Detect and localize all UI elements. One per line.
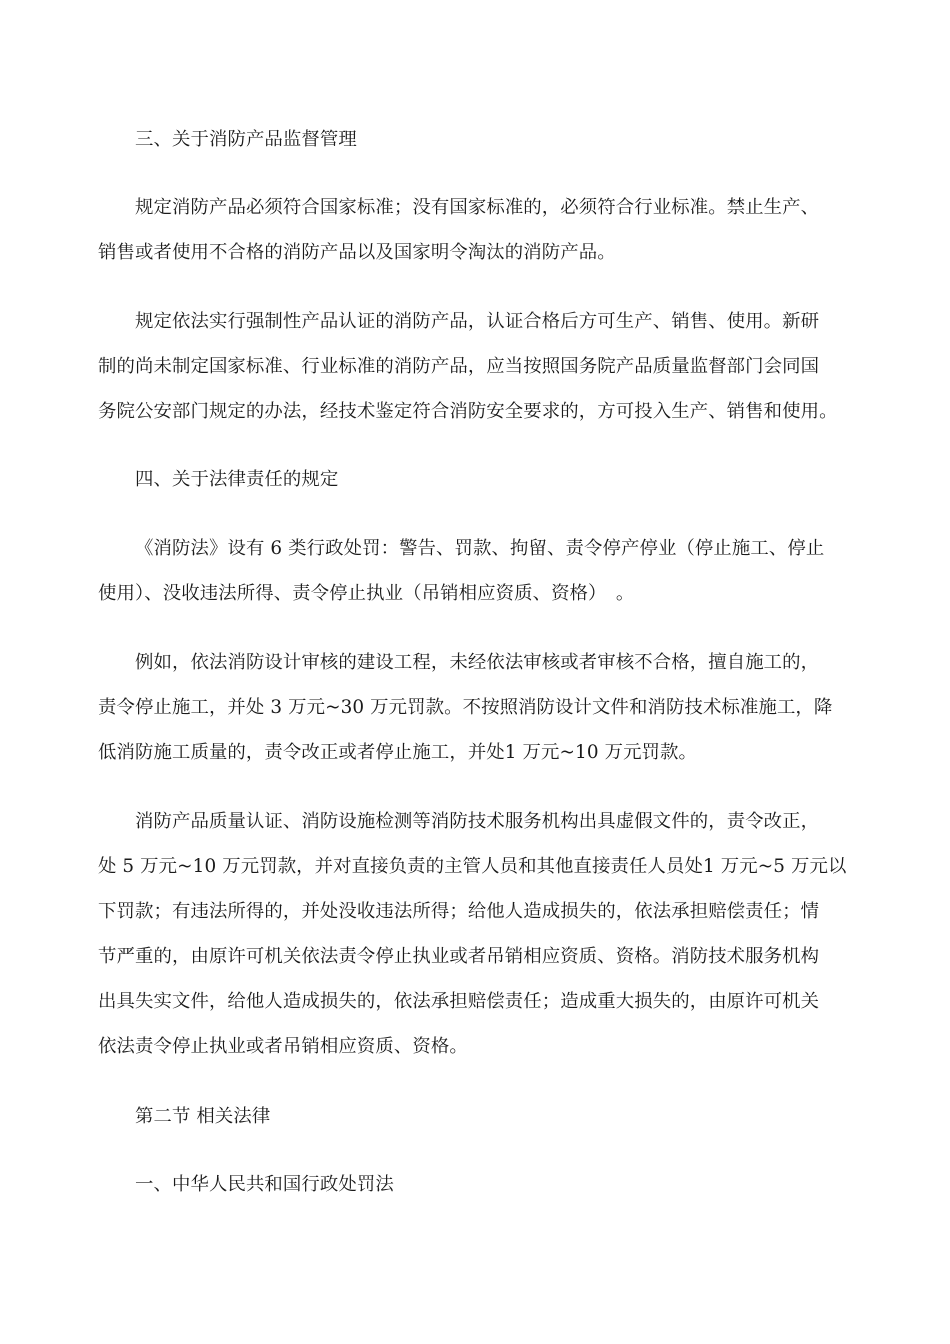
section-title: 第二节 相关法律 bbox=[135, 1106, 271, 1127]
paragraph-line: 处 5 万元~10 万元罚款，并对直接负责的主管人员和其他直接责任人员处1 万元~5 万元以 bbox=[98, 856, 847, 877]
paragraph-line: 《消防法》设有 6 类行政处罚：警告、罚款、拘留、责令停产停业（停止施工、停止 bbox=[135, 538, 825, 559]
paragraph-line: 规定依法实行强制性产品认证的消防产品，认证合格后方可生产、销售、使用。新研 bbox=[135, 311, 820, 332]
heading-admin-penalty-law: 一、中华人民共和国行政处罚法 bbox=[135, 1174, 394, 1195]
paragraph-line: 销售或者使用不合格的消防产品以及国家明令淘汰的消防产品。 bbox=[98, 242, 616, 263]
paragraph-line: 低消防施工质量的，责令改正或者停止施工，并处1 万元~10 万元罚款。 bbox=[98, 742, 698, 763]
paragraph-line: 下罚款；有违法所得的，并处没收违法所得；给他人造成损失的，依法承担赔偿责任；情 bbox=[98, 901, 820, 922]
paragraph-line: 使用）、没收违法所得、责令停止执业（吊销相应资质、资格） 。 bbox=[98, 583, 635, 604]
paragraph-line: 规定消防产品必须符合国家标准；没有国家标准的，必须符合行业标准。禁止生产、 bbox=[135, 197, 820, 218]
paragraph-line: 务院公安部门规定的办法，经技术鉴定符合消防安全要求的，方可投入生产、销售和使用。 bbox=[98, 401, 838, 422]
paragraph-line: 例如，依法消防设计审核的建设工程，未经依法审核或者审核不合格，擅自施工的， bbox=[135, 652, 820, 673]
paragraph-line: 依法责令停止执业或者吊销相应资质、资格。 bbox=[98, 1036, 468, 1057]
paragraph-line: 责令停止施工，并处 3 万元~30 万元罚款。不按照消防设计文件和消防技术标准施工，降 bbox=[98, 697, 833, 718]
heading-legal-liability: 四、关于法律责任的规定 bbox=[135, 469, 339, 490]
paragraph-line: 出具失实文件，给他人造成损失的，依法承担赔偿责任；造成重大损失的，由原许可机关 bbox=[98, 991, 820, 1012]
heading-fire-products: 三、关于消防产品监督管理 bbox=[135, 129, 357, 150]
paragraph-line: 制的尚未制定国家标准、行业标准的消防产品，应当按照国务院产品质量监督部门会同国 bbox=[98, 356, 820, 377]
paragraph-line: 节严重的，由原许可机关依法责令停止执业或者吊销相应资质、资格。消防技术服务机构 bbox=[98, 946, 820, 967]
paragraph-line: 消防产品质量认证、消防设施检测等消防技术服务机构出具虚假文件的，责令改正， bbox=[135, 811, 820, 832]
